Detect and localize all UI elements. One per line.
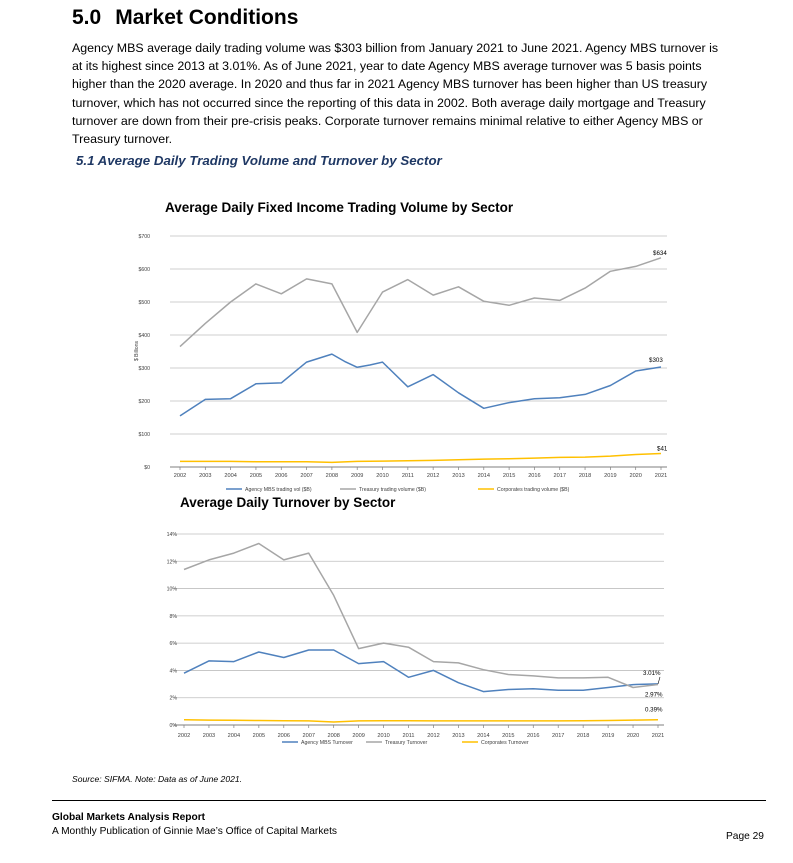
page-number: Page 29 (726, 831, 764, 842)
volume-xtick-label: 2013 (452, 473, 465, 479)
turnover-series-line-2 (184, 720, 658, 722)
volume-legend-label: Agency MBS trading vol ($B) (245, 487, 312, 493)
subsection-heading: 5.1 Average Daily Trading Volume and Turnover by Sector (76, 153, 442, 168)
volume-xtick-label: 2019 (604, 473, 617, 479)
turnover-xtick-label: 2007 (302, 733, 315, 739)
volume-xtick-label: 2003 (199, 473, 212, 479)
turnover-xtick-label: 2005 (252, 733, 266, 739)
turnover-ytick-label: 0% (169, 723, 177, 729)
turnover-xtick-label: 2008 (327, 733, 340, 739)
volume-xtick-label: 2020 (629, 473, 642, 479)
volume-ytick-label: $600 (138, 267, 150, 273)
turnover-xtick-label: 2011 (402, 733, 415, 739)
turnover-annotation-leader (658, 677, 660, 684)
turnover-xtick-label: 2019 (601, 733, 615, 739)
turnover-xtick-label: 2009 (352, 733, 365, 739)
turnover-legend-label: Corporates Turnover (481, 740, 529, 746)
turnover-annotation-label: 2.97% (645, 691, 663, 699)
volume-annotation-label: $303 (649, 357, 663, 365)
volume-xtick-label: 2006 (275, 473, 288, 479)
turnover-xtick-label: 2017 (551, 733, 565, 739)
volume-xtick-label: 2016 (528, 473, 541, 479)
body-paragraph: Agency MBS average daily trading volume was $303 billion from January 2021 to June 2021. Agency MBS turnover is at its highest since 2013 at 3.01%. As of June 2021, year to date Agency MBS average turnover was 5 basis points higher than the 2020 average. In 2020 and thus far in 2021 Agency MBS turnover has been higher than US treasury turnover, which has not occurred since the reporting of this data in 2002. Both average daily mortgage and Treasury turnover are down from their pre-crisis peaks. Corporate turnover remains minimal relative to either Agency MBS or Treasury turnover. (72, 41, 719, 147)
volume-legend-label: Treasury trading volume ($B) (359, 487, 426, 493)
volume-series-line-2 (180, 454, 661, 463)
turnover-chart-title: Average Daily Turnover by Sector (180, 495, 396, 510)
volume-xtick-label: 2009 (350, 473, 364, 479)
section-number: 5.0 (72, 6, 102, 29)
volume-series-line-0 (180, 354, 661, 416)
turnover-ytick-label: 2% (169, 695, 177, 702)
footer-divider (52, 800, 766, 801)
turnover-xtick-label: 2014 (477, 733, 490, 739)
volume-chart-title: Average Daily Fixed Income Trading Volume by Sector (165, 200, 514, 215)
volume-xtick-label: 2011 (401, 473, 414, 479)
turnover-xtick-label: 2012 (427, 733, 440, 739)
volume-xtick-label: 2004 (224, 473, 237, 479)
turnover-xtick-label: 2016 (527, 733, 540, 739)
volume-xtick-label: 2021 (654, 473, 668, 479)
turnover-ytick-label: 12% (166, 559, 177, 566)
turnover-xtick-label: 2006 (277, 733, 291, 739)
turnover-legend-label: Treasury Turnover (385, 740, 428, 746)
volume-xtick-label: 2017 (553, 473, 566, 479)
volume-xtick-label: 2014 (477, 473, 491, 479)
turnover-ytick-label: 10% (166, 586, 177, 593)
turnover-xtick-label: 2010 (377, 733, 390, 739)
turnover-xtick-label: 2004 (227, 733, 241, 739)
volume-annotation-label: $634 (653, 249, 667, 257)
volume-y-axis-label: $ Billions (134, 340, 140, 362)
footer-report-title: Global Markets Analysis Report (52, 812, 206, 823)
volume-annotation-label: $41 (657, 445, 668, 453)
volume-xtick-label: 2012 (426, 473, 440, 479)
footer-publication: A Monthly Publication of Ginnie Mae’s Office of Capital Markets (52, 826, 338, 837)
volume-xtick-label: 2005 (249, 473, 263, 479)
turnover-annotation-label: 0.39% (645, 706, 663, 714)
turnover-xtick-label: 2018 (576, 733, 590, 739)
turnover-annotation-label: 3.01% (643, 669, 661, 677)
turnover-ytick-label: 8% (169, 613, 177, 620)
turnover-xtick-label: 2020 (626, 733, 640, 739)
volume-ytick-label: $0 (144, 465, 150, 471)
volume-xtick-label: 2018 (578, 473, 592, 479)
volume-legend-label: Corporates trading volume ($B) (497, 487, 570, 493)
section-title: Market Conditions (115, 6, 299, 29)
volume-ytick-label: $500 (138, 300, 150, 306)
volume-xtick-label: 2015 (502, 473, 516, 479)
volume-xtick-label: 2010 (376, 473, 389, 479)
volume-xtick-label: 2007 (300, 473, 313, 479)
source-note: Source: SIFMA. Note: Data as of June 2021. (72, 774, 243, 784)
volume-ytick-label: $400 (138, 333, 150, 339)
turnover-xtick-label: 2013 (452, 733, 465, 739)
volume-chart (134, 234, 668, 493)
volume-ytick-label: $200 (138, 399, 150, 405)
turnover-xtick-label: 2002 (177, 733, 191, 739)
volume-xtick-label: 2002 (173, 473, 187, 479)
volume-ytick-label: $700 (138, 234, 150, 240)
turnover-legend-label: Agency MBS Turnover (301, 740, 353, 746)
turnover-xtick-label: 2015 (502, 733, 515, 739)
turnover-xtick-label: 2003 (202, 733, 216, 739)
turnover-ytick-label: 6% (169, 641, 177, 648)
volume-ytick-label: $300 (138, 366, 150, 372)
turnover-xtick-label: 2021 (651, 733, 665, 739)
turnover-chart (167, 532, 665, 746)
volume-ytick-label: $100 (138, 432, 150, 438)
turnover-ytick-label: 4% (169, 668, 177, 675)
volume-xtick-label: 2008 (325, 473, 339, 479)
turnover-ytick-label: 14% (166, 532, 177, 538)
